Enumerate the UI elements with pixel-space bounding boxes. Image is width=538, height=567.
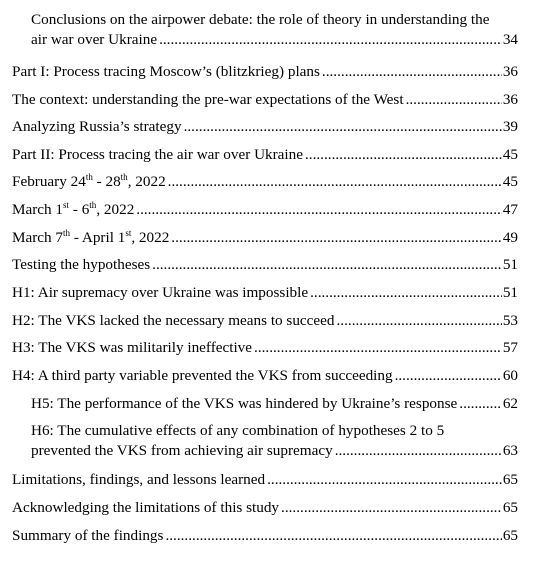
- toc-entry-line: [31, 394, 518, 414]
- page-number: 36: [502, 91, 518, 108]
- toc-entry-text: The context: understanding the pre-war expectations of the West: [12, 91, 404, 108]
- page-number: 49: [502, 229, 518, 246]
- dot-leader: [395, 366, 502, 386]
- toc-entry-h1[interactable]: [12, 283, 518, 303]
- dot-leader: [310, 283, 502, 303]
- toc-entry-text: Analyzing Russia’s strategy: [12, 118, 182, 135]
- page-number: 57: [502, 339, 518, 356]
- dot-leader: [184, 117, 502, 137]
- dot-leader: [159, 30, 502, 50]
- toc-entry-line: [31, 30, 518, 50]
- page-number: 63: [502, 442, 518, 459]
- dot-leader: [165, 526, 501, 546]
- toc-entry-line: [12, 498, 518, 518]
- toc-entry-text: Part I: Process tracing Moscow’s (blitzkrieg) plans: [12, 63, 320, 80]
- toc-entry-context[interactable]: [12, 90, 518, 110]
- toc-entry-line: [12, 470, 518, 490]
- toc-entry-text: H1: Air supremacy over Ukraine was impossible: [12, 284, 309, 301]
- page-number: 39: [502, 118, 518, 135]
- page-number: 34: [502, 31, 518, 48]
- toc-entry-line: [12, 255, 518, 275]
- toc-entry-text: March 1st - 6th, 2022: [12, 200, 135, 218]
- toc-entry-text: H2: The VKS lacked the necessary means to succeed: [12, 312, 335, 329]
- toc-entry-line: [31, 10, 518, 30]
- toc-entry-summary-findings[interactable]: [12, 526, 518, 546]
- toc-entry-russia-strategy[interactable]: [12, 117, 518, 137]
- toc-entry-line: [12, 338, 518, 358]
- dot-leader: [335, 441, 502, 461]
- toc-entry-text: H4: A third party variable prevented the VKS from succeeding: [12, 367, 393, 384]
- dot-leader: [171, 228, 502, 248]
- toc-entry-part-2[interactable]: [12, 145, 518, 165]
- toc-entry-text: Part II: Process tracing the air war over Ukraine: [12, 146, 303, 163]
- toc-entry-line: [12, 526, 518, 546]
- toc-entry-h5[interactable]: [31, 394, 518, 414]
- toc-entry-line: [31, 421, 518, 441]
- page-number: 65: [502, 527, 518, 544]
- page-number: 47: [502, 201, 518, 218]
- page-number: 51: [502, 284, 518, 301]
- toc-entry-text: H5: The performance of the VKS was hindered by Ukraine’s response: [31, 395, 458, 412]
- dot-leader: [337, 311, 502, 331]
- page-number: 60: [502, 367, 518, 384]
- dot-leader: [136, 200, 502, 220]
- toc-entry-line: [12, 172, 518, 192]
- page-number: 65: [502, 499, 518, 516]
- dot-leader: [254, 338, 502, 358]
- toc-entry-testing-hypotheses[interactable]: [12, 255, 518, 275]
- page-number: 45: [502, 146, 518, 163]
- dot-leader: [168, 172, 502, 192]
- page-number: 53: [502, 312, 518, 329]
- toc-entry-text: H3: The VKS was militarily ineffective: [12, 339, 253, 356]
- page-number: 51: [502, 256, 518, 273]
- toc-entry-text: Summary of the findings: [12, 527, 164, 544]
- toc-entry-line: [12, 366, 518, 386]
- toc-entry-line: [12, 145, 518, 165]
- toc-entry-line: [12, 62, 518, 82]
- toc-entry-text: H6: The cumulative effects of any combination of hypotheses 2 to 5: [31, 422, 445, 439]
- toc-entry-h4[interactable]: [12, 366, 518, 386]
- toc-entry-text: February 24th - 28th, 2022: [12, 172, 166, 190]
- dot-leader: [305, 145, 502, 165]
- toc-entry-text: air war over Ukraine: [31, 31, 158, 48]
- toc-entry-text: Conclusions on the airpower debate: the role of theory in understanding the: [31, 11, 490, 28]
- toc-entry-line: [12, 228, 518, 248]
- toc-entry-march-1-6[interactable]: [12, 200, 518, 220]
- toc-entry-line: [12, 90, 518, 110]
- dot-leader: [459, 394, 502, 414]
- toc-entry-text: Testing the hypotheses: [12, 256, 151, 273]
- page-number: 62: [502, 395, 518, 412]
- toc-entry-line: [12, 283, 518, 303]
- toc-entry-text: Acknowledging the limitations of this study: [12, 499, 280, 516]
- toc-entry-h3[interactable]: [12, 338, 518, 358]
- toc-entry-part-1[interactable]: [12, 62, 518, 82]
- dot-leader: [152, 255, 502, 275]
- toc-entry-line: [12, 311, 518, 331]
- toc-entry-text: March 7th - April 1st, 2022: [12, 228, 170, 246]
- toc-entry-line: [12, 200, 518, 220]
- dot-leader: [406, 90, 502, 110]
- dot-leader: [281, 498, 502, 518]
- toc-entry-line: [31, 441, 518, 461]
- page-number: 65: [502, 471, 518, 488]
- page-number: 36: [502, 63, 518, 80]
- page-number: 45: [502, 173, 518, 190]
- toc-entry-text: prevented the VKS from achieving air supremacy: [31, 442, 333, 459]
- toc-entry-limitations-findings[interactable]: [12, 470, 518, 490]
- toc-entry-h6[interactable]: [31, 421, 518, 461]
- toc-entry-acknowledging-limitations[interactable]: [12, 498, 518, 518]
- dot-leader: [267, 470, 502, 490]
- toc-entry-airpower-debate-conclusions[interactable]: [31, 10, 518, 50]
- toc-entry-march-7-april-1[interactable]: [12, 228, 518, 248]
- toc-entry-line: [12, 117, 518, 137]
- toc-entry-feb-24-28[interactable]: [12, 172, 518, 192]
- toc-entry-text: Limitations, findings, and lessons learned: [12, 471, 266, 488]
- dot-leader: [322, 62, 502, 82]
- toc-entry-h2[interactable]: [12, 311, 518, 331]
